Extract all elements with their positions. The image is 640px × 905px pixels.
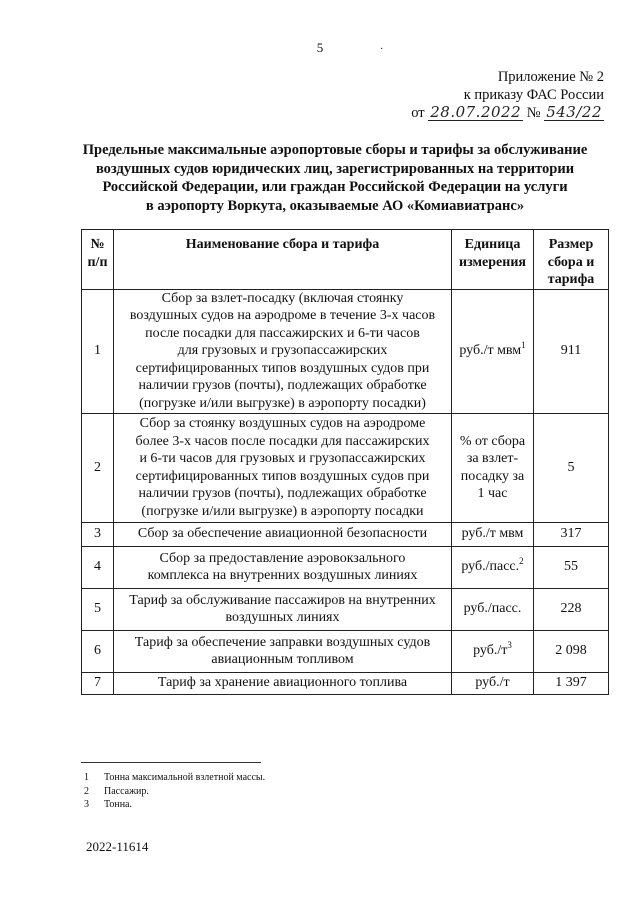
table-row [82,588,609,630]
title-line: Предельные максимальные аэропортовые сборы и тарифы за обслуживание [82,142,588,158]
header-size: Размер сбора и тарифа [534,230,609,290]
handwritten-number: 543/22 [546,103,602,121]
tariffs-table [81,229,609,695]
table-row [82,289,609,413]
footnote-ref: 1 [521,340,526,351]
appendix-block [364,68,604,122]
appendix-subtitle: к приказу ФАС России [463,87,604,103]
footnote-number: 3 [84,799,89,810]
title-line: Российской Федерации, или граждан Российской Федерации на услуги [102,179,568,196]
footnote-separator [81,762,261,763]
table-row [82,413,609,522]
footnote-text: Тонна. [104,799,132,810]
row-value: 317 [534,522,609,546]
table-row [82,546,609,588]
row-name: Тариф за хранение авиационного топлива [114,672,452,694]
table-row [82,630,609,672]
row-value: 2 098 [534,630,609,672]
row-name: Тариф за обслуживание пассажиров на внутренних воздушных линиях [114,588,452,630]
title-line: в аэропорту Воркута, оказываемые АО «Комиавиатранс» [145,197,525,214]
header-num: № п/п [82,230,114,290]
row-num: 1 [82,289,114,413]
footnote [84,785,265,799]
header-name: Наименование сбора и тарифа [114,230,452,290]
table-header-row [82,230,609,290]
row-num: 3 [82,522,114,546]
row-name: Сбор за стоянку воздушных судов на аэродроме более 3-х часов после посадки для пассажирских и 6-ти часов для грузовых и грузопассажирских сертифицированных типов воздушных судов при наличии грузов (почты), подлежащих обработке (погрузке и/или выгрузке) в аэропорту посадки [114,413,452,522]
row-name: Сбор за обеспечение авиационной безопасности [114,522,452,546]
row-num: 7 [82,672,114,694]
row-unit: руб./т [452,672,534,694]
footnote-text: Пассажир. [104,785,149,797]
page-number: 5 [316,40,324,55]
row-num: 6 [82,630,114,672]
row-unit: $руб./т^3$ [452,630,534,672]
row-name: Сбор за взлет-посадку (включая стоянку воздушных судов на аэродроме в течение 3-х часов после посадки для пассажирских и 6-ти часов для грузовых и грузопассажирских сертифицированных типов воздушных судов при наличии грузов (почты), подлежащих обработке (погрузке и/или выгрузке) в аэропорту посадки) [114,289,452,413]
row-value: 1 397 [534,672,609,694]
row-value: 5 [534,413,609,522]
row-value: 228 [534,588,609,630]
header-unit: Единица измерения [452,230,534,290]
order-line [364,104,604,122]
row-value: 55 [534,546,609,588]
row-name: Сбор за предоставление аэровокзального комплекса на внутренних воздушных линиях [114,546,452,588]
table-row [82,522,609,546]
date-prefix: от [411,105,425,121]
row-value: 911 [534,289,609,413]
row-num: 5 [82,588,114,630]
footnote-ref: 3 [507,640,512,651]
document-code: 2022-11614 [86,839,149,854]
table-row [82,672,609,694]
footnotes [84,771,265,812]
document-title [70,141,600,215]
footnote [84,771,265,785]
row-unit: руб./т мвм [452,522,534,546]
footnote-number: 2 [84,785,89,797]
footnote-ref: 2 [519,556,524,567]
row-unit: руб./т мвм$^1$ [452,289,534,413]
row-name: Тариф за обеспечение заправки воздушных судов авиационным топливом [114,630,452,672]
row-unit: руб./пасс.$^2$ [452,546,534,588]
row-unit: руб./пасс. [452,588,534,630]
footnote-text: Тонна максимальной взлетной массы. [104,772,266,783]
appendix-title: Приложение № 2 [497,69,604,85]
footnote [84,798,265,812]
scan-mark: · [380,44,384,55]
row-num: 2 [82,413,114,522]
title-line: воздушных судов юридических лиц, зарегистрированных на территории [95,160,575,177]
row-num: 4 [82,546,114,588]
footnote-number: 1 [84,772,89,783]
number-sign: № [526,105,541,121]
handwritten-date: 28.07.2022 [430,103,522,121]
row-unit: % от сбора за взлет- посадку за 1 час [452,413,534,522]
